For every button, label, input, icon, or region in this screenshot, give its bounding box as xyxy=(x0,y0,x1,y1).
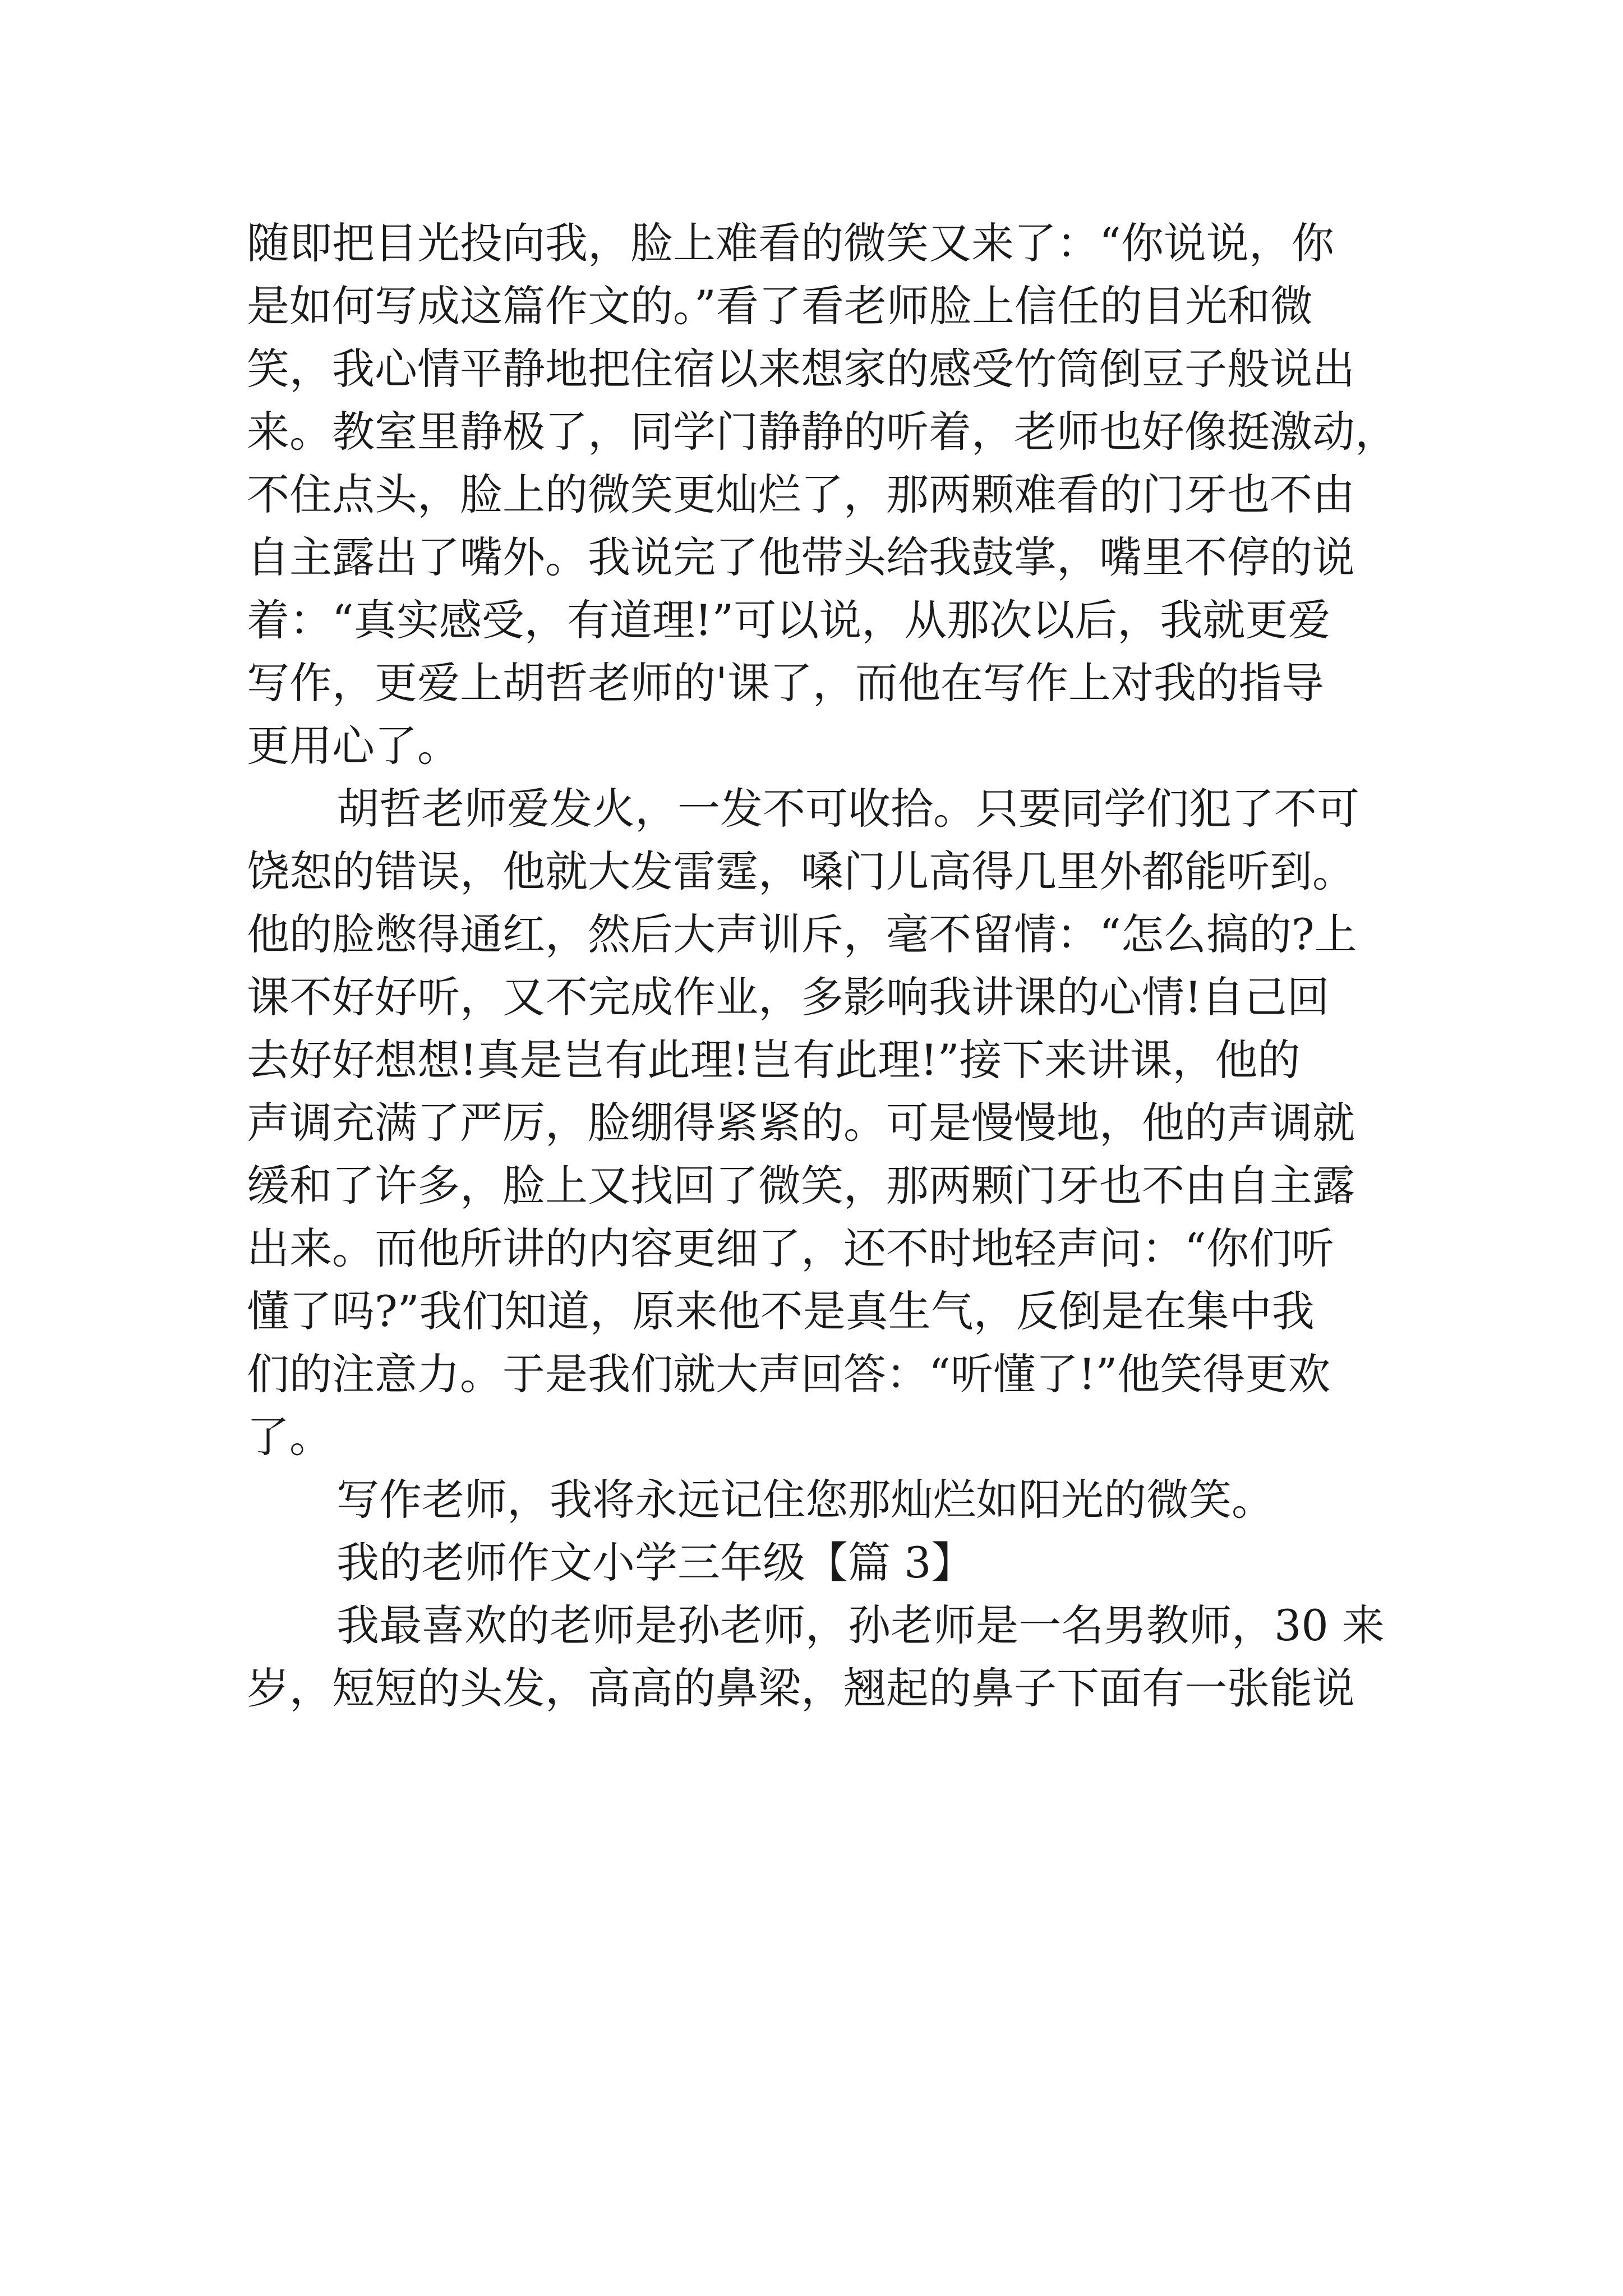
paragraph-1-line-7: 着：“真实感受，有道理!”可以说，从那次以后，我就更爱 xyxy=(247,595,1331,645)
paragraph-1-line-8: 写作，更爱上胡哲老师的'课了，而他在写作上对我的指导 xyxy=(247,658,1324,708)
paragraph-5-line-1: 我最喜欢的老师是孙老师，孙老师是一名男教师，30 来 xyxy=(336,1600,1385,1650)
paragraph-2-line-4: 课不好好听，又不完成作业，多影响我讲课的心情!自己回 xyxy=(247,972,1330,1022)
paragraph-3-line-1: 写作老师，我将永远记住您那灿烂如阳光的微笑。 xyxy=(336,1475,1274,1525)
paragraph-1-line-4: 来。教室里静极了，同学门静静的听着，老师也好像挺激动， xyxy=(247,407,1398,457)
paragraph-1-line-3: 笑，我心情平静地把住宿以来想家的感受竹筒倒豆子般说出 xyxy=(247,344,1355,394)
paragraph-2-line-9: 懂了吗?”我们知道，原来他不是真生气，反倒是在集中我 xyxy=(247,1286,1315,1336)
paragraph-2-line-6: 声调充满了严厉，脸绷得紧紧的。可是慢慢地，他的声调就 xyxy=(247,1098,1355,1148)
paragraph-2-line-3: 他的脸憋得通红，然后大声训斥，毫不留情：“怎么搞的?上 xyxy=(247,909,1357,959)
paragraph-2-line-11: 了。 xyxy=(247,1412,332,1462)
paragraph-1-line-9: 更用心了。 xyxy=(247,721,460,771)
paragraph-2-line-7: 缓和了许多，脸上又找回了微笑，那两颗门牙也不由自主露 xyxy=(247,1161,1355,1211)
paragraph-1-line-2: 是如何写成这篇作文的。”看了看老师脸上信任的目光和微 xyxy=(247,281,1313,331)
paragraph-5-line-2: 岁，短短的头发，高高的鼻梁，翘起的鼻子下面有一张能说 xyxy=(247,1663,1355,1713)
paragraph-2-line-1: 胡哲老师爱发火，一发不可收拾。只要同学们犯了不可 xyxy=(336,784,1359,834)
section-heading: 我的老师作文小学三年级【篇 3】 xyxy=(336,1538,974,1588)
paragraph-2-line-2: 饶恕的错误，他就大发雷霆，嗓门儿高得几里外都能听到。 xyxy=(247,846,1355,896)
paragraph-1-line-6: 自主露出了嘴外。我说完了他带头给我鼓掌，嘴里不停的说 xyxy=(247,532,1355,582)
paragraph-2-line-5: 去好好想想!真是岂有此理!岂有此理!”接下来讲课，他的 xyxy=(247,1035,1301,1085)
paragraph-2-line-10: 们的注意力。于是我们就大声回答：“听懂了!”他笑得更欢 xyxy=(247,1349,1331,1399)
paragraph-2-line-8: 出来。而他所讲的内容更细了，还不时地轻声问：“你们听 xyxy=(247,1223,1334,1273)
paragraph-1-line-5: 不住点头，脸上的微笑更灿烂了，那两颗难看的门牙也不由 xyxy=(247,470,1355,519)
paragraph-1-line-1: 随即把目光投向我，脸上难看的微笑又来了：“你说说，你 xyxy=(247,218,1334,268)
